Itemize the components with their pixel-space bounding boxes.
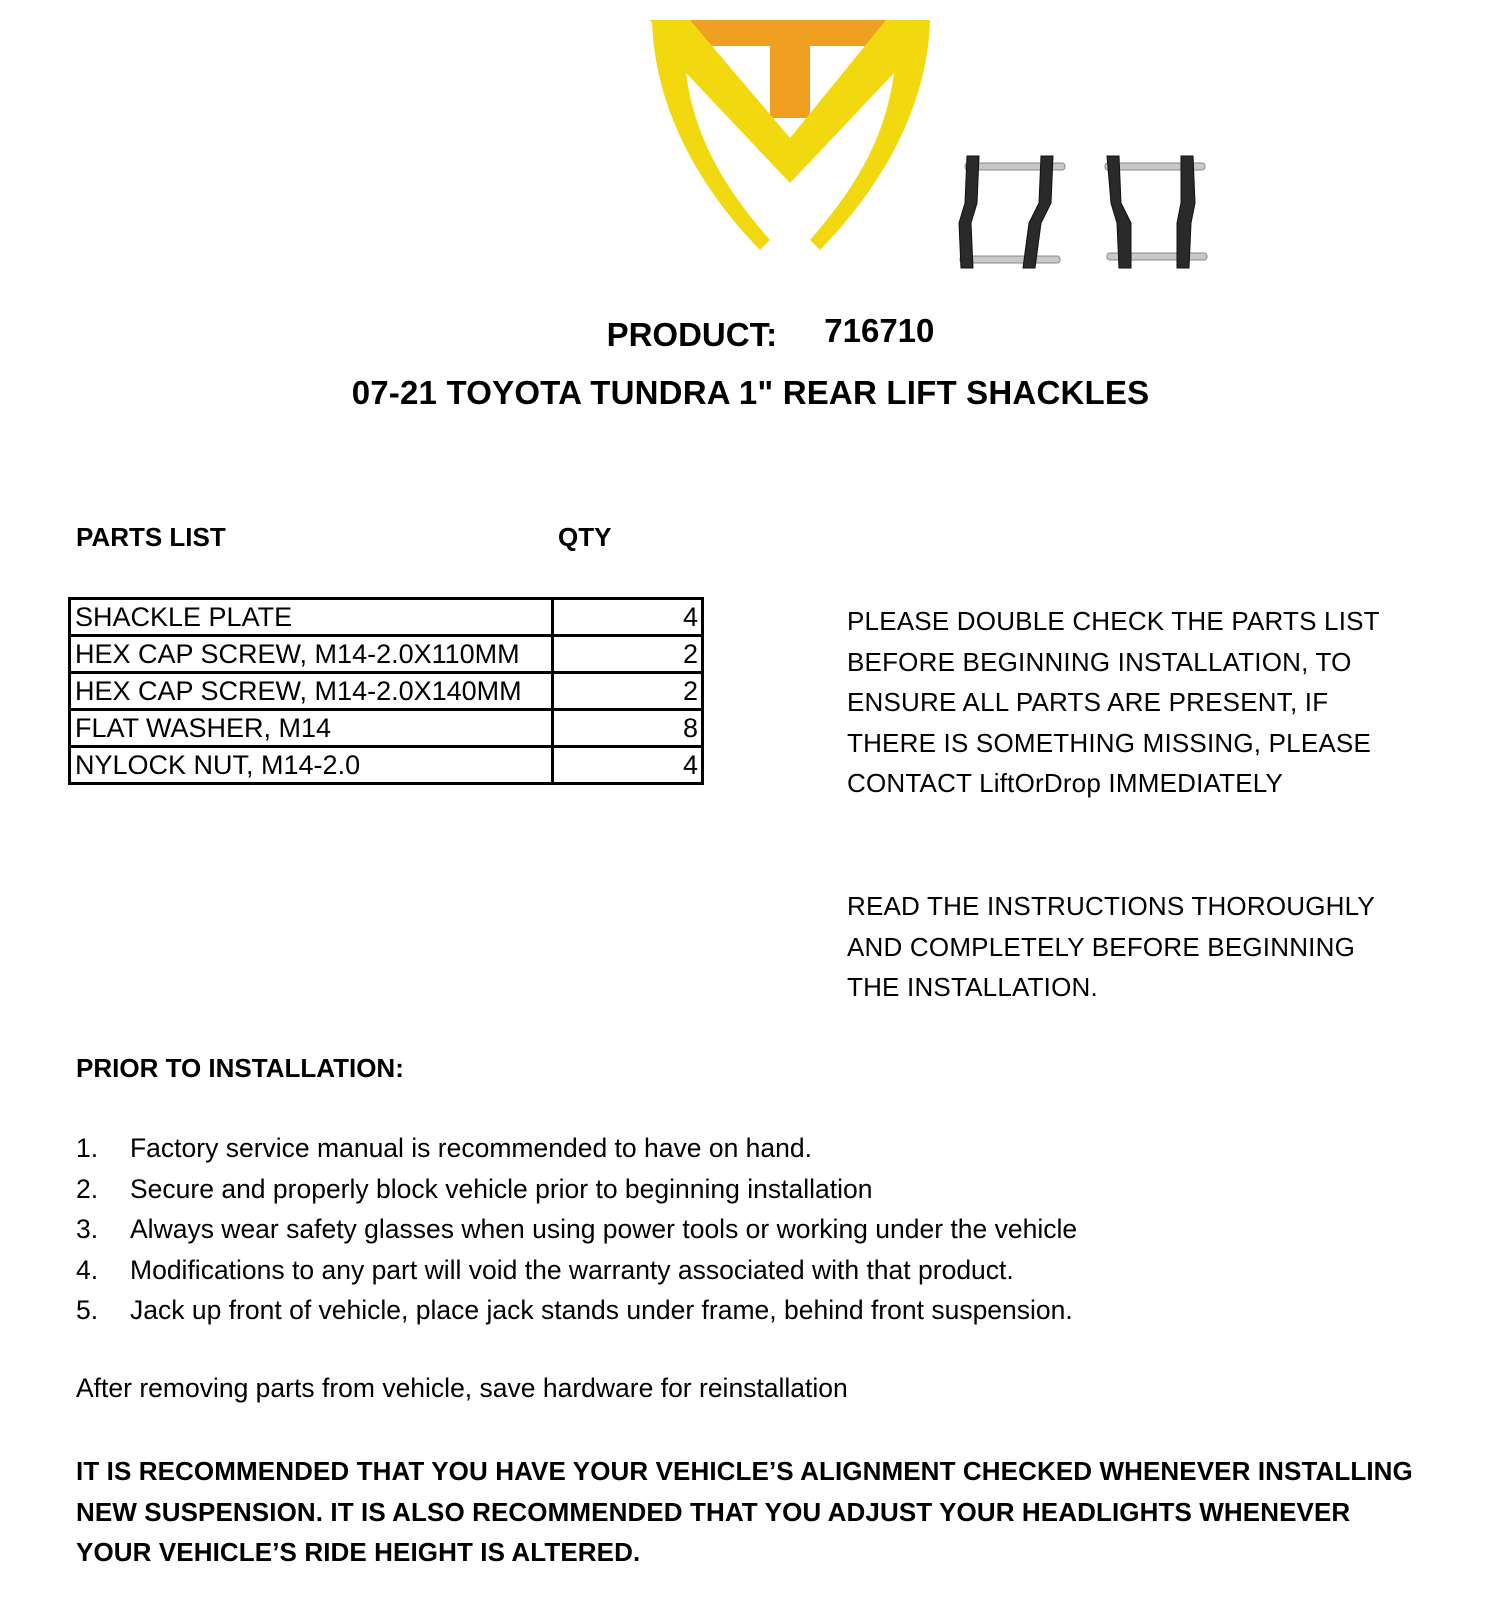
- alignment-warning: [76, 1451, 1476, 1573]
- note-line: PLEASE DOUBLE CHECK THE PARTS LIST: [847, 606, 1380, 636]
- step-text: Always wear safety glasses when using power tools or working under the vehicle: [130, 1214, 1078, 1244]
- table-row: [70, 747, 703, 784]
- note-line: AND COMPLETELY BEFORE BEGINNING: [847, 931, 1356, 962]
- part-qty: 8: [553, 710, 703, 747]
- parts-check-note: [847, 601, 1380, 804]
- step-number: 1.: [76, 1133, 99, 1163]
- table-row: [70, 673, 703, 710]
- product-label: PRODUCT:: [606, 316, 778, 353]
- part-qty: 4: [553, 599, 703, 636]
- warning-line: IT IS RECOMMENDED THAT YOU HAVE YOUR VEHICLE’S ALIGNMENT CHECKED WHENEVER INSTALLING: [76, 1456, 1413, 1486]
- product-number: 716710: [824, 312, 935, 349]
- warning-line: NEW SUSPENSION. IT IS ALSO RECOMMENDED THAT YOU ADJUST YOUR HEADLIGHTS WHENEVER: [76, 1496, 1351, 1527]
- note-line: THE INSTALLATION.: [847, 972, 1098, 1002]
- logo-t-stem: [770, 20, 810, 118]
- brand-logo: [650, 18, 932, 258]
- part-qty: 4: [553, 747, 703, 784]
- note-line: THERE IS SOMETHING MISSING, PLEASE: [847, 727, 1372, 758]
- product-title: 07-21 TOYOTA TUNDRA 1" REAR LIFT SHACKLES: [351, 374, 1150, 411]
- list-item: [76, 1250, 1077, 1291]
- note-line: READ THE INSTRUCTIONS THOROUGHLY: [847, 891, 1375, 921]
- after-removal-note: After removing parts from vehicle, save hardware for reinstallation: [76, 1373, 848, 1403]
- note-line: BEFORE BEGINNING INSTALLATION, TO: [847, 646, 1352, 677]
- list-item: [76, 1169, 1077, 1210]
- shackle-product-photo: [945, 148, 1235, 283]
- list-item: [76, 1209, 1077, 1250]
- table-row: [70, 599, 703, 636]
- part-name: FLAT WASHER, M14: [70, 710, 553, 747]
- shackle-right: [1105, 156, 1207, 268]
- qty-header: QTY: [558, 522, 612, 552]
- table-row: [70, 636, 703, 673]
- step-number: 2.: [76, 1173, 99, 1204]
- table-row: [70, 710, 703, 747]
- note-line: ENSURE ALL PARTS ARE PRESENT, IF: [847, 687, 1329, 717]
- parts-table: [68, 597, 704, 785]
- read-instructions-note: [847, 886, 1375, 1008]
- part-name: HEX CAP SCREW, M14-2.0X140MM: [70, 673, 553, 710]
- list-item: [76, 1290, 1077, 1331]
- step-number: 5.: [76, 1295, 99, 1325]
- note-line: CONTACT LiftOrDrop IMMEDIATELY: [847, 768, 1284, 798]
- list-item: [76, 1128, 1077, 1169]
- parts-list-header: PARTS LIST: [76, 522, 226, 552]
- step-text: Modifications to any part will void the warranty associated with that product.: [130, 1254, 1014, 1285]
- step-text: Jack up front of vehicle, place jack stands under frame, behind front suspension.: [130, 1295, 1073, 1325]
- step-number: 3.: [76, 1214, 99, 1244]
- prior-steps-list: [76, 1128, 1077, 1331]
- part-qty: 2: [553, 673, 703, 710]
- warning-line: YOUR VEHICLE’S RIDE HEIGHT IS ALTERED.: [76, 1537, 641, 1567]
- step-text: Factory service manual is recommended to have on hand.: [130, 1133, 812, 1163]
- part-name: SHACKLE PLATE: [70, 599, 553, 636]
- prior-heading: PRIOR TO INSTALLATION:: [76, 1053, 404, 1083]
- product-line: [0, 312, 1501, 354]
- shackle-left: [959, 156, 1065, 268]
- part-qty: 2: [553, 636, 703, 673]
- step-text: Secure and properly block vehicle prior to beginning installation: [130, 1173, 873, 1204]
- step-number: 4.: [76, 1254, 99, 1285]
- part-name: HEX CAP SCREW, M14-2.0X110MM: [70, 636, 553, 673]
- part-name: NYLOCK NUT, M14-2.0: [70, 747, 553, 784]
